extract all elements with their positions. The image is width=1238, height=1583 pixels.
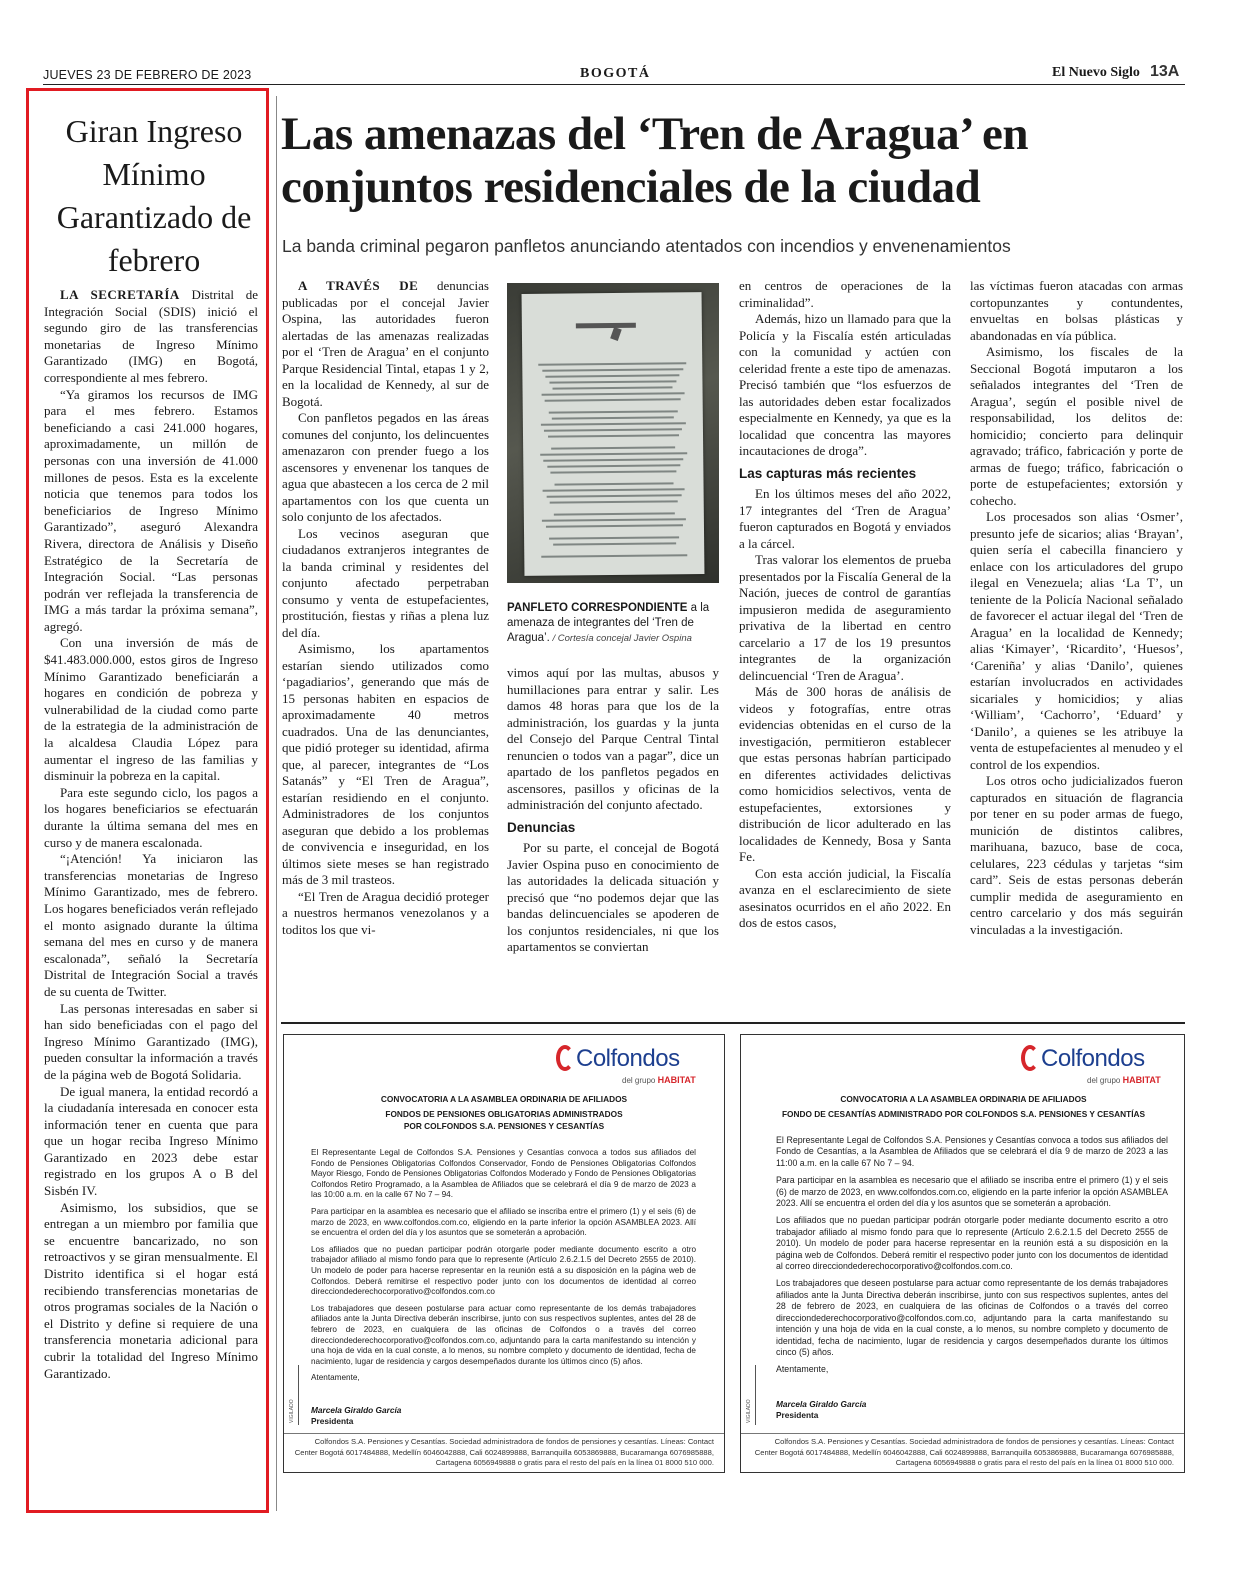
subheading-denuncias: Denuncias [507, 819, 576, 835]
pamphlet-text-line [548, 410, 677, 413]
colfondos-ad-pensiones [283, 1034, 725, 1473]
article-paragraph: Los otros ocho judicializados fueron capturados en situación de flagrancia por tener en su poder armas de fuego, munición de distintos calibres, marihuana, bazuco, base de coca, celulares, 223 cédulas y tarjetas “sim card”. Seis de estas personas deberán cumplir medida de aseguramiento en centro carcelario y dos más seguirán vinculadas a la investigación. [970, 773, 1183, 937]
ad-footer: Colfondos S.A. Pensiones y Cesantías. Sociedad administradora de fondos de pensiones y cesantías. Líneas: Contact Center Bogotá 6017484888, Medellín 6046042888, Cali 6024899888, Barranquilla 6053869888, Bucaramanga 6076985888, Cartagena 6056949888 o gratis para el resto del país en la línea 01 8000 510 000. [754, 1437, 1174, 1467]
pamphlet-text-line [543, 458, 683, 461]
pamphlet-text-line [544, 428, 682, 431]
subheading-capturas: Las capturas más recientes [739, 465, 917, 481]
pamphlet-text-line [550, 470, 676, 473]
pamphlet-text-line [543, 488, 685, 491]
column-divider [276, 96, 277, 1511]
article-column-2 [507, 665, 719, 956]
sidebar-lead: LA SECRETARÍA [60, 287, 180, 302]
article-paragraph: Tras valorar los elementos de prueba presentados por la Fiscalía General de la Nación, jueces de control de garantías impusieron medida de aseguramiento privativa de la libertad en centro carcelario a 17 de los 19 presuntos integrantes de la organización delincuencial ‘Tren de Aragua’. [739, 552, 951, 683]
vigilado-rule [298, 1365, 299, 1425]
sidebar-paragraph: Las personas interesadas en saber si han sido beneficiadas con el pago del Ingreso Mínimo Garantizado (IMG), pueden consultar la información a través de la página web de Bogotá Solidaria. [44, 1000, 258, 1082]
pamphlet-text-line [540, 422, 685, 426]
pamphlet-photo [507, 283, 719, 583]
rifle-grip-icon [610, 327, 622, 341]
article-paragraph: las víctimas fueron atacadas con armas cortopunzantes y contundentes, envueltas en bolsas plásticas y abandonadas en vía pública. [970, 278, 1183, 343]
pamphlet-text-line [545, 374, 679, 377]
article-paragraph: Con esta acción judicial, la Fiscalía avanza en el esclarecimiento de siete asesinatos ocurridos en el año 2022. En dos de estos casos, [739, 865, 951, 930]
ad-signature: Marcela Giraldo García Presidenta [311, 1405, 402, 1426]
section-name: BOGOTÁ [580, 66, 651, 81]
vigilado-label: VIGILADO [289, 1399, 295, 1423]
vigilado-rule [755, 1365, 756, 1425]
article-paragraph: Asimismo, los fiscales de la Seccional Bogotá imputaron a los señalados integrantes del ‘Tren de Aragua’, según el posible nivel de responsabilidad, los delitos de: homicidio; concierto para delinquir agravado; tráfico, fabricación y porte de armas de fuego; tráfico, fabricación o porte de estupefacientes; extorsión y cohecho. [970, 344, 1183, 508]
colfondos-logo-icon [1021, 1045, 1039, 1071]
article-paragraph: Además, hizo un llamado para que la Policía y la Fiscalía estén articuladas con la comunidad y actúen con celeridad frente a este tipo de amenazas. Precisó también que “los esfuerzos de las autoridades deben estar focalizados especialmente en Kennedy, ya que es la localidad que concentra las mayores incautaciones de droga”. [739, 311, 951, 458]
pamphlet-text-line [554, 482, 673, 485]
pamphlet-text-line [547, 464, 680, 467]
header-rule [43, 84, 1185, 85]
article-paragraph: Los vecinos aseguran que ciudadanos extranjeros integrantes de la banda criminal y residentes del conjunto afectado perpetraban consumo y venta de estupefacientes, prostitución, fiestas y riñas a plena luz del día. [282, 525, 489, 640]
article-column-3 [739, 278, 951, 932]
article-paragraph: En los últimos meses del año 2022, 17 integrantes del ‘Tren de Aragua’ fueron capturados en Bogotá y enviados a la cárcel. [739, 486, 951, 551]
sidebar-headline: Giran Ingreso Mínimo Garantizado de febrero [56, 113, 252, 278]
pamphlet-text-line [553, 542, 676, 545]
colfondos-logo: Colfondos [576, 1045, 680, 1072]
article-paragraph: Asimismo, los apartamentos estarían siendo utilizados como ‘pagadiarios’, generando que más de 15 personas habiten en espacios de aproximadamente 40 metros cuadrados. Una de las denunciantes, que pidió proteger su identidad, afirma que, al parecer, integrantes de “Los Satanás” y “El Tren de Aragua”, estarían residiendo en el conjunto. Administradores de los conjuntos aseguran que debido a los problemas de convivencia e inseguridad, en los últimos siete meses se han registrado más de 3 mil trasteos. [282, 641, 489, 887]
ad-signature: Marcela Giraldo García Presidenta [776, 1399, 867, 1420]
pamphlet-text-line [546, 494, 681, 497]
pamphlet-text-line [551, 446, 675, 449]
article-column-4 [970, 278, 1183, 938]
pamphlet-text-line [542, 368, 683, 371]
pamphlet-text-line [542, 518, 686, 522]
sidebar-paragraph: “Ya giramos los recursos de IMG para el mes febrero. Estamos beneficiando a casi 241.000 hogares, aproximadamente, un millón de personas con una inversión de 41.000 millones de pesos. Esta es la excelente noticia que tenemos para todos los beneficiarios de Ingreso Mínimo Garantizado”, aseguró Alexandra Rivera, directora de Análisis y Diseño Estratégico de la Secretaría de Integración Social. “Las personas podrán ver reflejada la transferencia de IMG a más tardar la próxima semana”, agregó. [44, 386, 258, 634]
article-paragraph: Más de 300 horas de análisis de videos y fotografías, entre otras evidencias obtenidas en el curso de la investigación, permitieron establecer que estas personas habrían participado en diferentes actividades delictivas como homicidios selectivos, venta de estupefacientes, extorsiones y distribución de licor adulterado en las localidades de Kennedy, Bosa y Santa Fe. [739, 684, 951, 864]
ad-body: El Representante Legal de Colfondos S.A. Pensiones y Cesantías convoca a todos sus afiliados del Fondo de Pensiones Obligatorias Colfondos Conservador, Fondo de Pensiones Obligatorias Colfondos Mayor Riesgo, Fondo de Pensiones Obligatorias Colfondos Moderado y Fondo de Pensiones Obligatorias Colfondos Retiro Programado, a la Asamblea de Afiliados que se celebrará el día 9 de marzo de 2023 a las 10:00 a.m. en la calle 67 No 7 – 94. Para participar en la asamblea es necesario que el afiliado se inscriba entre el primero (1) y el seis (6) de marzo de 2023, en www.colfondos.com.co, eligiendo en la parte inferior la opción ASAMBLEA 2023. Allí se encuentra el orden del día y los asuntos que se someterán a aprobación. Los afiliados que no puedan participar podrán otorgarle poder mediante documento escrito a otro trabajador afiliado al mismo fondo para que lo represente (Artículo 2.6.2.1.5 del Decreto 2555 de 2010). Un modelo de poder para hacerse representar en la reunión está a su disposición en la página web de Colfondos. Deberá remitirse el respectivo poder junto con los documentos de identidad al correo direcciondederechocorporativo@colfondos.com.co Los trabajadores que deseen postularse para actuar como representante de los demás trabajadores afiliados ante la Junta Directiva deberán inscribirse, junto con sus respectivos suplentes, antes del 28 de febrero de 2023, en cualquiera de las oficinas de Colfondos o a través del correo direcciondederechocorporativo@colfondos.com.co, adjuntando para la carta manifestando su intención y una hoja de vida en la cual conste, a lo menos, su nombre completo y documento de identidad, fecha de nacimiento, lugar de residencia y cargos desempeñados durante los últimos cinco (5) años. Atentamente, [311, 1148, 696, 1383]
colfondos-ad-cesantias [740, 1034, 1185, 1473]
pamphlet-text-line [553, 386, 673, 389]
sidebar-paragraph: Asimismo, los subsidios, que se entregan a un miembro por familia que se encuentre bancarizado, no son retroactivos y se giran mensualmente. El Distrito identifica si el hogar está recibiendo transferencias monetarias de otros programas sociales de la Nación o el Distrito y define si requiere de una transferencia monetaria adicional para cubrir la totalidad del Ingreso Mínimo Garantizado. [44, 1199, 258, 1381]
sidebar-paragraph: “¡Atención! Ya iniciaron las transferencias monetarias de Ingreso Mínimo Garantizado, mes de febrero. Los hogares beneficiados verán reflejado el monto asignado durante la última semana del mes en curso y de manera escalonada”, señaló la Secretaría Distrital de Integración Social a través de su cuenta de Twitter. [44, 851, 258, 999]
pamphlet-text-line [545, 524, 682, 527]
pamphlet-text-line [548, 434, 679, 437]
newspaper-name: El Nuevo Siglo [1052, 65, 1140, 80]
vigilado-label: VIGILADO [746, 1399, 752, 1423]
pamphlet-text-line [540, 452, 687, 456]
colfondos-logo-icon [556, 1045, 574, 1071]
article-lead: A TRAVÉS DE [298, 278, 419, 293]
pamphlet-text-line [538, 362, 686, 366]
article-paragraph: Los procesados son alias ‘Osmer’, presunto jefe de sicarios; alias ‘Brayan’, quien sería el cabecilla financiero y enlace con los articuladores del grupo ilegal en Venezuela; alias ‘La T’, un teniente de la Policía Nacional señalado de favorecer el actuar ilegal del ‘Tren de Aragua’ en la localidad de Kennedy; alias ‘Kimayer’, ‘Ricardito’, ‘Huesos’, ‘Careniña’ y alias ‘Danilo’, quienes estarían involucrados en actividades sicariales y homicidios; y alias ‘William’, ‘Cachorro’, ‘Eduard’ y ‘Danilo’, a quienes se les atribuye la venta de estupefacientes al menudeo y el control de los expendios. [970, 509, 1183, 772]
article-paragraph: vimos aquí por las multas, abusos y humillaciones para entrar y salir. Les damos 48 horas para que los de la administración, los guardas y la junta del Consejo del Parque Central Tintal renuncien o todos van a pagar”, dice un apartado de los panfletos pegados en ascensores, pasillos y oficinas de la administración del conjunto afectado. [507, 665, 719, 812]
pamphlet-text-line [550, 500, 678, 503]
pamphlet-text-line [545, 398, 681, 401]
pamphlet-text-line [541, 554, 687, 558]
article-paragraph: en centros de operaciones de la criminalidad”. [739, 278, 951, 310]
photo-caption: PANFLETO CORRESPONDIENTE a la amenaza de integrantes del ‘Tren de Aragua’. / Cortesía concejal Javier Ospina [507, 602, 710, 644]
logo-tagline: del grupo HABITAT [1087, 1075, 1161, 1085]
pamphlet-text-line [549, 536, 679, 539]
ad-footer-rule [741, 1433, 1184, 1434]
pamphlet-text-line [549, 380, 676, 383]
page-number: 13A [1150, 63, 1180, 80]
logo-tagline: del grupo HABITAT [622, 1075, 696, 1085]
rifle-icon [576, 323, 636, 329]
colfondos-logo: Colfondos [1041, 1045, 1145, 1072]
article-column-1 [282, 278, 489, 938]
ad-footer-rule [284, 1433, 724, 1434]
ad-body: El Representante Legal de Colfondos S.A. Pensiones y Cesantías convoca a todos sus afiliados del Fondo de Cesantías, a la Asamblea de Afiliados que se celebrará el día 9 de marzo de 2023 a las 11:00 a.m. en la calle 67 No 7 – 94. Para participar en la asamblea es necesario que el afiliado se inscriba entre el primero (1) y el seis (6) de marzo de 2023, en www.colfondos.com.co, eligiendo en la parte inferior la opción ASAMBLEA 2023. Allí se encuentra el orden del día y los asuntos que se someterán a aprobación. Los afiliados que no puedan participar podrán otorgarle poder mediante documento escrito a otro trabajador afiliado al mismo fondo para que lo represente (Artículo 2.6.2.1.5 del Decreto 2555 de 2010). Un modelo de poder para hacerse representar en la reunión está a su disposición en la página web de Colfondos. Deberá remitir el respectivo poder junto con los documentos de identidad al correo direcciondederechocorporativo@colfondos.com.co. Los trabajadores que deseen postularse para actuar como representante de los demás trabajadores afiliados ante la Junta Directiva deberán inscribirse, junto con sus respectivos suplentes, antes del 28 de febrero de 2023, en cualquiera de las oficinas de Colfondos o a través del correo direcciondederechocorporativo@colfondos.com.co, adjuntando para la carta manifestando su intención y una hoja de vida en la cual conste, a lo menos, su nombre completo y documento de identidad, fecha de nacimiento, lugar de residencia y cargos desempeñados durante los últimos cinco (5) años. Atentamente, [776, 1135, 1168, 1375]
article-headline: Las amenazas del ‘Tren de Aragua’ en conjuntos residenciales de la ciudad [281, 108, 1029, 213]
sidebar-paragraph: De igual manera, la entidad recordó a la ciudadanía interesada en conocer esta información tener en cuenta que para que un hogar reciba Ingreso Mínimo Garantizado en 2023 debe estar registrado en los grupos A o B del Sisbén IV. [44, 1083, 258, 1199]
pamphlet-text-line [553, 512, 674, 515]
pamphlet-text-line [541, 392, 684, 395]
article-subtitle: La banda criminal pegaron panfletos anunciando atentados con incendios y envenenamientos [282, 236, 1011, 256]
sidebar-paragraph: LA SECRETARÍA Distrital de Integración Social (SDIS) inició el segundo giro de las transferencias monetarias de Ingreso Mínimo Garantizado (IMG) en Bogotá, correspondiente al mes febrero. [44, 287, 258, 385]
ad-footer: Colfondos S.A. Pensiones y Cesantías. Sociedad administradora de fondos de pensiones y cesantías. Líneas: Contact Center Bogotá 6017484888, Medellín 6046042888, Cali 6024899888, Barranquilla 6053869888, Bucaramanga 6076985888, Cartagena 6056949888 o gratis para el resto del país en la línea 01 8000 510 000. [294, 1437, 714, 1467]
ads-divider [281, 1022, 1185, 1024]
sidebar-body [44, 287, 258, 1382]
article-paragraph: Con panfletos pegados en las áreas comunes del conjunto, los delincuentes amenazaron con prender fuego a los ascensores y envenenar los tanques de agua que abastecen a los cerca de 2 mil apartamentos con los que cuenta un solo conjunto de los afectados. [282, 410, 489, 524]
ad-heading: CONVOCATORIA A LA ASAMBLEA ORDINARIA DE AFILIADOS FONDO DE CESANTÍAS ADMINISTRADO POR COLFONDOS S.A. PENSIONES Y CESANTÍAS [781, 1094, 1146, 1119]
article-paragraph: Por su parte, el concejal de Bogotá Javier Ospina puso en conocimiento de las autoridades la delicada situación y precisó que “no podemos dejar que las bandas delincuenciales se apoderen de los conjuntos residenciales, ni que los apartamentos se conviertan [507, 840, 719, 954]
sidebar-paragraph: Para este segundo ciclo, los pagos a los hogares beneficiarios se efectuarán durante la última semana del mes en curso y de manera escalonada. [44, 784, 258, 850]
pamphlet-text-line [552, 416, 674, 419]
sidebar-paragraph: Con una inversión de más de $41.483.000.000, estos giros de Ingreso Mínimo Garantizado beneficiarán a hogares en condición de pobreza y vulnerabilidad de la ciudad como parte de la estrategia de la administración de la alcaldesa Claudia López para aumentar el ingreso de las familias y disminuir la pobreza en la capital. [44, 635, 258, 784]
pamphlet-image [522, 292, 705, 576]
article-paragraph: A TRAVÉS DE denuncias publicadas por el concejal Javier Ospina, las autoridades fueron alertadas de las amenazas realizadas por el ‘Tren de Aragua’ en el conjunto Parque Residencial Tintal, etapas 1 y 2, en la localidad de Kennedy, al sur de Bogotá. [282, 278, 489, 409]
ad-heading: CONVOCATORIA A LA ASAMBLEA ORDINARIA DE AFILIADOS FONDOS DE PENSIONES OBLIGATORIAS ADMINISTRADOS POR COLFONDOS S.A. PENSIONES Y CESANTÍAS [380, 1094, 628, 1131]
page-date: JUEVES 23 DE FEBRERO DE 2023 [43, 68, 252, 82]
article-paragraph: “El Tren de Aragua decidió proteger a nuestros hermanos venezolanos y a toditos los que vi- [282, 888, 489, 937]
